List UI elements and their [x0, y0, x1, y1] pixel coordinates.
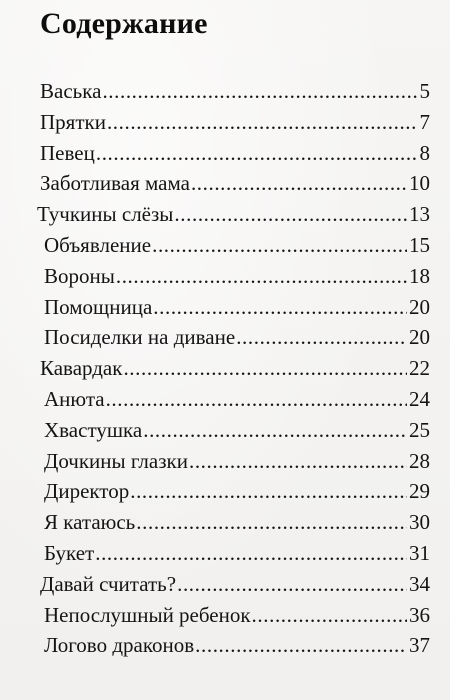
toc-entry: [40, 384, 430, 415]
toc-entry: [40, 76, 430, 107]
dot-leader: [177, 569, 407, 600]
toc-entry-page: 15: [409, 232, 430, 257]
toc-entry: [40, 476, 430, 507]
toc-entry-title: Васька: [40, 79, 102, 103]
dot-leader: [116, 261, 407, 292]
toc-entry-page: 28: [409, 448, 430, 473]
toc-entry: [40, 168, 430, 199]
toc-entry: [40, 292, 430, 323]
dot-leader: [130, 476, 407, 507]
toc-entry-page: 13: [409, 202, 430, 227]
toc-entry-page: 36: [409, 602, 430, 627]
dot-leader: [195, 630, 407, 661]
toc-entry: [40, 138, 430, 169]
toc-entry: [37, 199, 430, 230]
dot-leader: [152, 230, 407, 261]
dot-leader: [102, 76, 417, 107]
toc-entry-title: Анюта: [44, 386, 105, 411]
toc-entry: [40, 322, 430, 353]
toc-entry-page: 37: [409, 633, 430, 658]
toc-entry-page: 31: [409, 540, 430, 565]
dot-leader: [106, 384, 407, 415]
dot-leader: [143, 415, 407, 446]
toc-entry-title: Букет: [44, 540, 95, 565]
dot-leader: [153, 292, 407, 323]
toc-entry-title: Посиделки на диване: [44, 325, 236, 350]
toc-entry: [40, 630, 430, 661]
toc-entry-title: Вороны: [44, 263, 115, 288]
toc-entry: [40, 107, 430, 138]
toc-entry: [40, 261, 430, 292]
toc-entry: [40, 600, 430, 631]
toc-entry-page: 22: [409, 356, 430, 381]
toc-entry-page: 29: [409, 479, 430, 504]
toc-entry: [40, 569, 430, 600]
toc-entry-page: 24: [409, 386, 430, 411]
toc-entry-title: Тучкины слёзы: [37, 202, 174, 227]
toc-entry-title: Певец: [40, 140, 95, 165]
dot-leader: [189, 446, 407, 477]
toc-entry-title: Непослушный ребенок: [44, 602, 251, 627]
toc-entry-title: Дочкины глазки: [44, 448, 188, 473]
toc-entry-page: 7: [419, 109, 430, 134]
page-title: Содержание: [40, 7, 208, 40]
toc-entry: [40, 353, 430, 384]
toc-entry: [40, 230, 430, 261]
toc-entry-title: Я катаюсь: [44, 510, 136, 535]
toc-entry: [40, 538, 430, 569]
dot-leader: [96, 138, 418, 169]
toc-entry-title: Объявление: [44, 232, 152, 257]
toc-entry-page: 20: [409, 325, 430, 350]
table-of-contents: [37, 76, 430, 661]
toc-entry-title: Логово драконов: [44, 633, 195, 658]
dot-leader: [107, 107, 418, 138]
toc-entry: [40, 446, 430, 477]
toc-entry-page: 30: [409, 510, 430, 535]
toc-entry: [40, 507, 430, 538]
toc-entry-page: 10: [409, 171, 430, 196]
toc-entry-title: Заботливая мама: [40, 171, 190, 196]
toc-entry-title: Помощница: [44, 294, 153, 319]
dot-leader: [236, 322, 407, 353]
toc-entry-title: Прятки: [40, 109, 106, 134]
toc-entry-title: Кавардак: [40, 356, 123, 381]
dot-leader: [136, 507, 407, 538]
toc-entry: [40, 415, 430, 446]
toc-entry-title: Хвастушка: [44, 417, 143, 442]
toc-entry-title: Директор: [44, 479, 130, 504]
toc-entry-page: 20: [409, 294, 430, 319]
dot-leader: [123, 353, 407, 384]
toc-entry-page: 34: [409, 571, 430, 596]
toc-entry-page: 25: [409, 417, 430, 442]
toc-entry-title: Давай считать?: [40, 571, 177, 596]
dot-leader: [252, 600, 407, 631]
dot-leader: [95, 538, 407, 569]
dot-leader: [174, 199, 407, 230]
toc-entry-page: 5: [419, 79, 430, 103]
toc-entry-page: 18: [409, 263, 430, 288]
dot-leader: [191, 168, 407, 199]
toc-entry-page: 8: [419, 140, 430, 165]
